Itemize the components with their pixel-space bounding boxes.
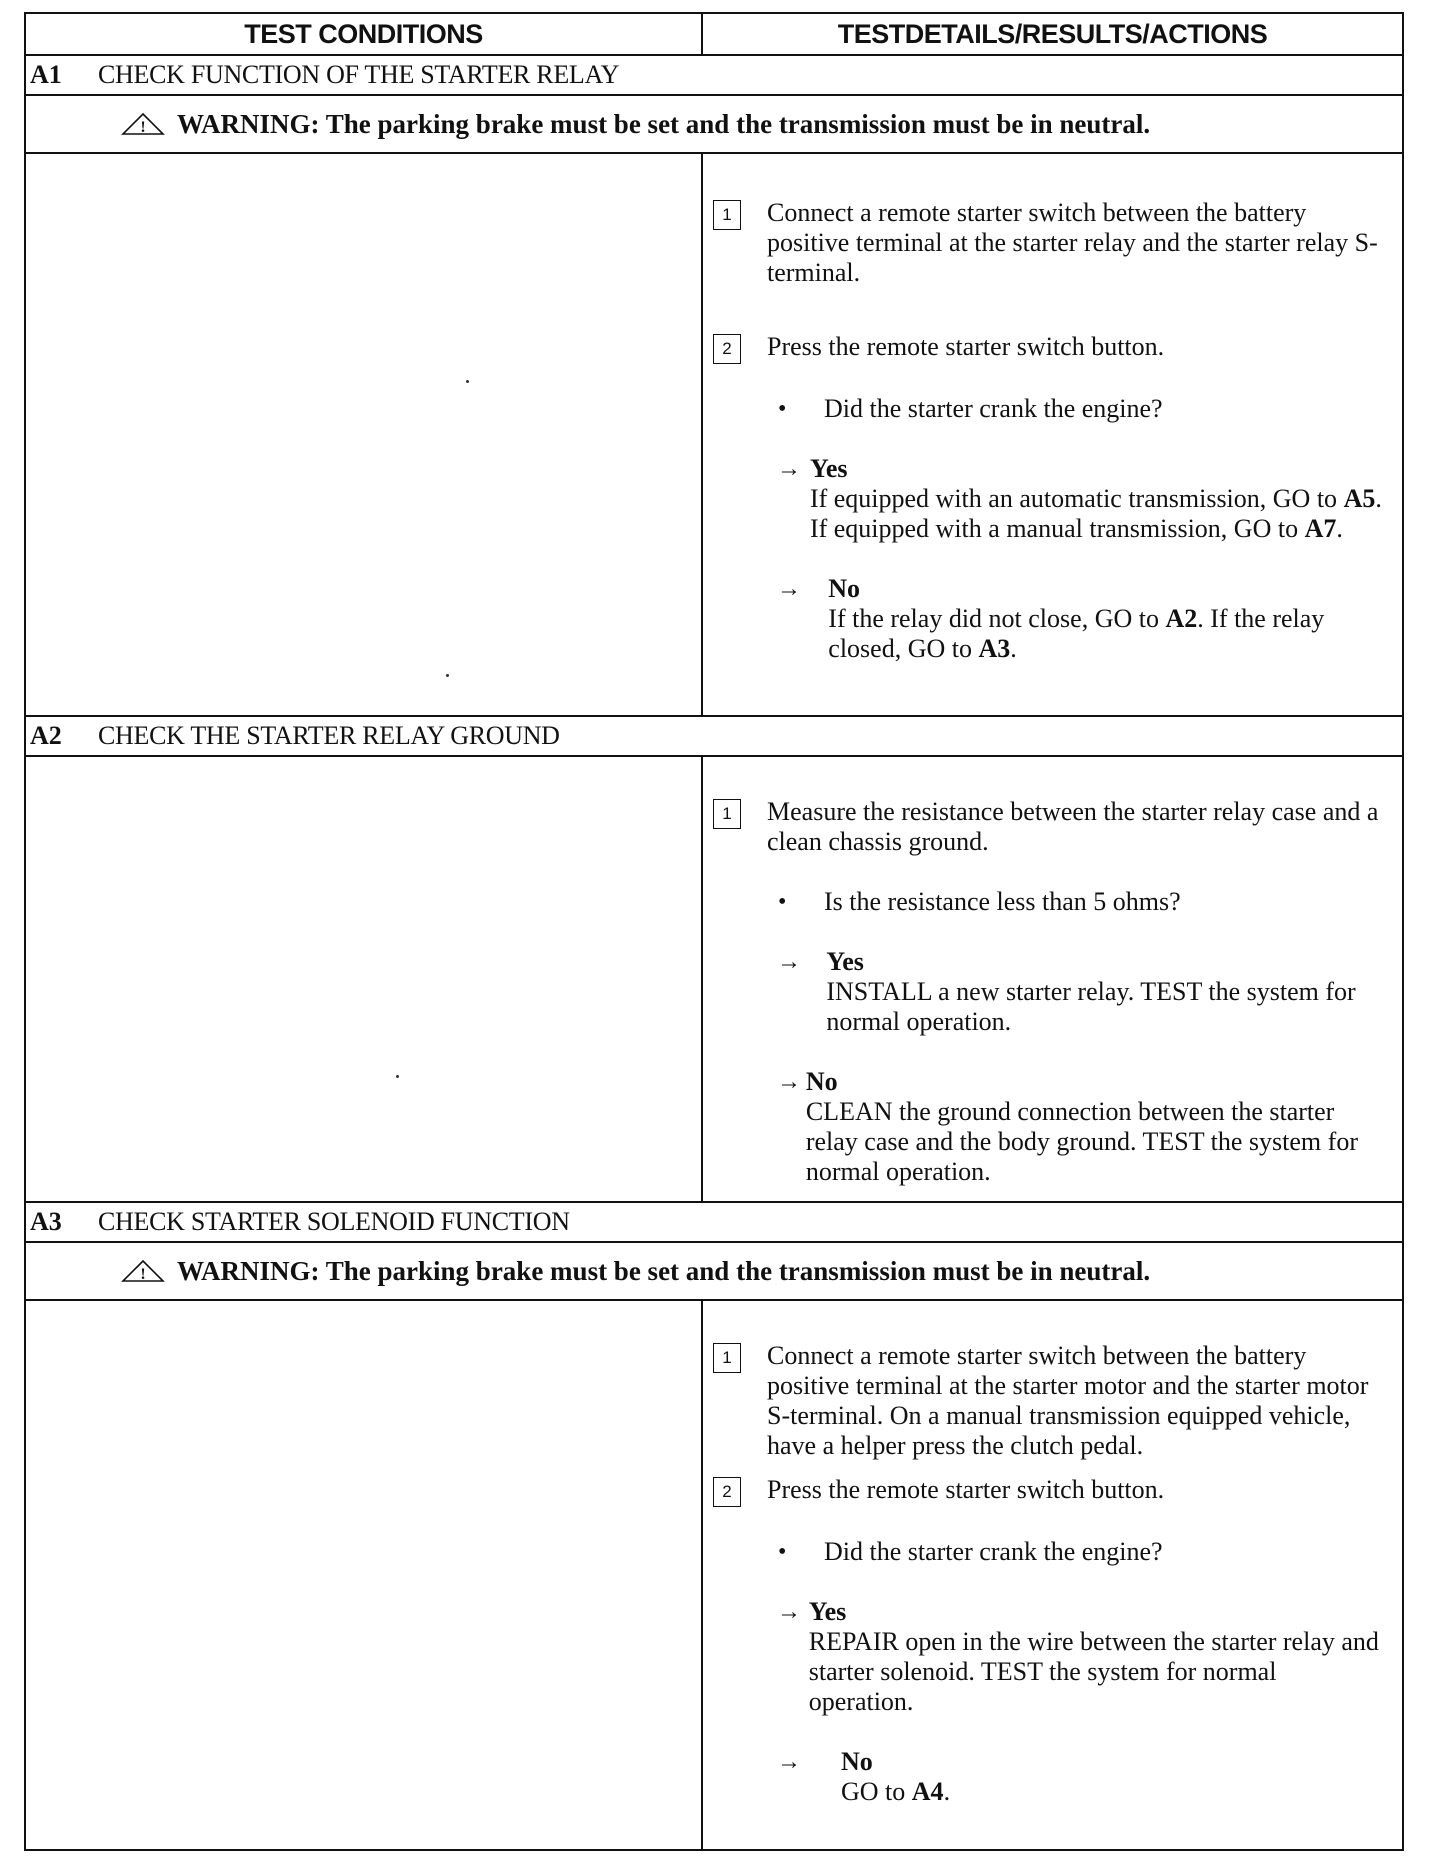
step	[713, 1341, 1382, 1461]
question-text: Did the starter crank the engine?	[824, 1537, 1163, 1566]
step-text: Press the remote starter switch button.	[767, 332, 1165, 361]
bullet-icon: •	[778, 1539, 787, 1565]
step	[713, 1475, 1382, 1507]
arrow-right-icon: →	[777, 576, 801, 602]
section-a1-body	[24, 154, 1404, 717]
table-header	[24, 12, 1404, 56]
question-text: Did the starter crank the engine?	[824, 394, 1163, 423]
outcome-text: GO to A4.	[841, 1777, 951, 1806]
test-conditions-cell	[26, 757, 703, 1201]
step-text: Measure the resistance between the starter relay case and a clean chassis ground.	[767, 797, 1379, 856]
step-number-box: 1	[713, 200, 741, 230]
question	[713, 887, 1382, 917]
section-id: A1	[30, 60, 62, 89]
speck	[466, 380, 469, 383]
step-ref: A4	[911, 1777, 944, 1806]
speck	[446, 674, 449, 677]
test-details-cell	[703, 1301, 1402, 1849]
question	[713, 1537, 1382, 1567]
speck	[396, 1075, 399, 1078]
section-title: CHECK THE STARTER RELAY GROUND	[98, 721, 560, 750]
bullet-icon: •	[778, 396, 787, 422]
section-a1-heading	[24, 56, 1404, 96]
svg-text:!: !	[140, 1266, 146, 1283]
bullet-icon: •	[778, 889, 787, 915]
test-details-cell	[703, 757, 1402, 1201]
question-text: Is the resistance less than 5 ohms?	[824, 887, 1181, 916]
step-ref: A3	[978, 634, 1011, 663]
header-test-conditions: TEST CONDITIONS	[26, 14, 703, 54]
warning-triangle-icon	[121, 112, 165, 136]
outcome-text: REPAIR open in the wire between the starter relay and starter solenoid. TEST the system for normal operation.	[808, 1627, 1379, 1716]
outcome-no	[713, 1067, 1382, 1187]
section-id: A2	[30, 721, 62, 750]
section-title: CHECK STARTER SOLENOID FUNCTION	[98, 1207, 570, 1236]
outcome-text: If equipped with an automatic transmission, GO to A5. If equipped with a manual transmission, GO to A7.	[809, 484, 1382, 543]
warning-triangle-icon	[121, 1259, 165, 1283]
step-number-box: 2	[713, 334, 741, 364]
section-title: CHECK FUNCTION OF THE STARTER RELAY	[98, 60, 620, 89]
warning-banner	[24, 96, 1404, 154]
outcome-yes	[713, 947, 1382, 1037]
header-test-details: TESTDETAILS/RESULTS/ACTIONS	[837, 18, 1268, 49]
warning-banner	[24, 1243, 1404, 1301]
svg-text:!: !	[140, 119, 146, 136]
outcome-label: No	[828, 574, 861, 603]
outcome-label: Yes	[826, 947, 864, 976]
outcome-label: Yes	[808, 1597, 847, 1626]
step-number-box: 1	[713, 1343, 741, 1373]
outcome-label: Yes	[809, 454, 848, 483]
step-ref: A2	[1165, 604, 1198, 633]
test-details-cell	[703, 154, 1402, 715]
section-a2-heading	[24, 717, 1404, 757]
arrow-right-icon: →	[777, 1749, 801, 1775]
step-number-box: 1	[713, 799, 741, 829]
step-ref: A7	[1304, 514, 1337, 543]
step	[713, 332, 1382, 364]
test-conditions-cell	[26, 1301, 703, 1849]
arrow-right-icon: →	[777, 1069, 801, 1095]
outcome-yes	[713, 1597, 1382, 1717]
section-id: A3	[30, 1207, 62, 1236]
step-ref: A5	[1343, 484, 1376, 513]
outcome-text: CLEAN the ground connection between the starter relay case and the body ground. TEST the system for normal operation.	[805, 1097, 1358, 1186]
warning-text: WARNING: The parking brake must be set and the transmission must be in neutral.	[177, 1255, 1151, 1286]
question	[713, 394, 1382, 424]
arrow-right-icon: →	[777, 949, 801, 975]
outcome-label: No	[805, 1067, 838, 1096]
step	[713, 198, 1382, 288]
step	[713, 797, 1382, 857]
warning-text: WARNING: The parking brake must be set and the transmission must be in neutral.	[177, 108, 1151, 139]
diagnostic-table	[24, 12, 1404, 1851]
step-text: Connect a remote starter switch between the battery positive terminal at the starter relay and the starter relay S-terminal.	[767, 198, 1378, 287]
step-text: Press the remote starter switch button.	[767, 1475, 1165, 1504]
outcome-yes	[713, 454, 1382, 544]
section-a3-heading	[24, 1203, 1404, 1243]
outcome-label: No	[841, 1747, 873, 1776]
outcome-no	[713, 574, 1382, 664]
test-conditions-cell	[26, 154, 703, 715]
outcome-no	[713, 1747, 1382, 1807]
arrow-right-icon: →	[777, 1599, 801, 1625]
step-text: Connect a remote starter switch between the battery positive terminal at the starter motor and the starter motor S-terminal. On a manual transmission equipped vehicle, have a helper press the clutch pedal.	[767, 1341, 1369, 1460]
section-a3-body	[24, 1301, 1404, 1851]
step-number-box: 2	[713, 1477, 741, 1507]
outcome-text: If the relay did not close, GO to A2. If the relay closed, GO to A3.	[828, 604, 1325, 663]
arrow-right-icon: →	[777, 456, 801, 482]
outcome-text: INSTALL a new starter relay. TEST the system for normal operation.	[826, 977, 1356, 1036]
section-a2-body	[24, 757, 1404, 1203]
